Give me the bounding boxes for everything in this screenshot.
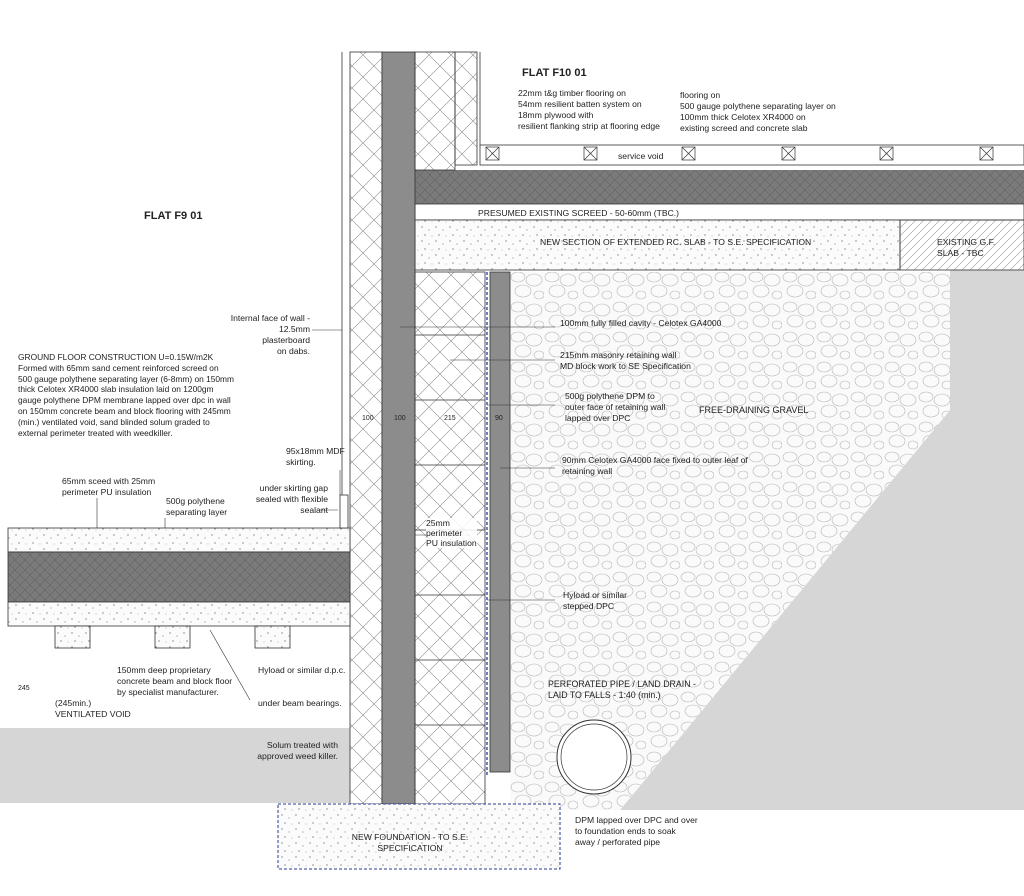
internal-face-line: Internal face of wall - bbox=[230, 313, 310, 323]
gf-note-line: gauge polythene DPM membrane lapped over dpc in wall bbox=[18, 395, 231, 406]
new-slab-label: NEW SECTION OF EXTENDED RC. SLAB - TO S.E. SPECIFICATION bbox=[540, 237, 812, 247]
top-note-right-line: flooring on bbox=[680, 90, 721, 100]
perimeter-line: perimeter bbox=[426, 528, 463, 538]
skirting-gap-note bbox=[230, 483, 328, 516]
upper-insulation bbox=[415, 170, 848, 204]
inner-leaf bbox=[350, 52, 382, 804]
top-note-left-line: resilient flanking strip at flooring edge bbox=[518, 121, 660, 131]
screed-line: 65mm sceed with 25mm bbox=[62, 476, 156, 486]
beam-block-note bbox=[117, 665, 232, 698]
skirting-board bbox=[340, 495, 348, 528]
foundation-line: NEW FOUNDATION - TO S.E. bbox=[351, 832, 469, 842]
celotex-line: 90mm Celotex GA4000 face fixed to outer leaf of bbox=[562, 455, 748, 465]
dim-wall: 100 bbox=[394, 415, 406, 422]
beam-line: 150mm deep proprietary bbox=[117, 665, 211, 675]
celotex-face-fixed bbox=[490, 272, 510, 772]
skirting-line: skirting. bbox=[286, 457, 316, 467]
foundation-note bbox=[340, 832, 480, 854]
existing-slab-line: EXISTING G.F. bbox=[937, 237, 996, 247]
top-note-left-line: 18mm plywood with bbox=[518, 110, 594, 120]
solum-line: Solum treated with bbox=[266, 740, 338, 750]
poly-note bbox=[166, 496, 227, 518]
dpm-note bbox=[565, 391, 665, 424]
cavity-note: 100mm fully filled cavity - Celotex GA4000 bbox=[560, 318, 722, 328]
service-void-label: service void bbox=[618, 151, 664, 161]
foundation-line: SPECIFICATION bbox=[377, 843, 443, 853]
pipe-line: PERFORATED PIPE / LAND DRAIN - bbox=[548, 679, 696, 689]
cavity-insulation bbox=[382, 52, 415, 804]
top-note-right bbox=[680, 90, 836, 134]
masonry-note bbox=[560, 350, 691, 372]
dpc-note: Hyload or similar d.p.c. bbox=[258, 665, 346, 675]
service-void bbox=[480, 145, 1024, 165]
hyload-line: Hyload or similar bbox=[563, 590, 627, 600]
upper-partition bbox=[455, 52, 477, 165]
gf-note-line: thick Celotex XR4000 slab insulation laid on 1200gm bbox=[18, 384, 214, 395]
masonry-line: 215mm masonry retaining wall bbox=[560, 350, 677, 360]
masonry-line: MD block work to SE Specification bbox=[560, 361, 691, 371]
perimeter-line: 25mm bbox=[426, 518, 450, 528]
screed-line: perimeter PU insulation bbox=[62, 487, 152, 497]
beam-line: by specialist manufacturer. bbox=[117, 687, 219, 697]
ground-floor-construction-note bbox=[18, 352, 234, 438]
screed-note bbox=[62, 476, 155, 498]
top-note-right-line: existing screed and concrete slab bbox=[680, 123, 808, 133]
dpm-line: outer face of retaining wall bbox=[565, 402, 666, 412]
gf-insulation bbox=[8, 552, 350, 602]
hyload-line: stepped DPC bbox=[563, 601, 615, 611]
beams bbox=[55, 626, 290, 648]
presumed-screed-label: PRESUMED EXISTING SCREED - 50-60mm (TBC.) bbox=[478, 208, 680, 218]
dpm-line: lapped over DPC bbox=[565, 413, 631, 423]
solum-note bbox=[250, 740, 338, 762]
dpm-lap-line: away / perforated pipe bbox=[575, 837, 661, 847]
gf-block-layer bbox=[8, 602, 350, 626]
gf-note-line: GROUND FLOOR CONSTRUCTION U=0.15W/m2K bbox=[18, 352, 214, 362]
gf-note-line: (min.) ventilated void, sand blinded solum graded to bbox=[18, 416, 210, 427]
gap-line: under skirting gap bbox=[259, 483, 328, 493]
gf-note-line: external perimeter treated with weedkiller. bbox=[18, 427, 173, 438]
top-note-left-line: 22mm t&g timber flooring on bbox=[518, 88, 626, 98]
bearings-note: under beam bearings. bbox=[258, 698, 342, 708]
void-line: (245min.) bbox=[55, 698, 92, 708]
dpm-line: 500g polythene DPM to bbox=[565, 391, 655, 401]
gravel-label: FREE-DRAINING GRAVEL bbox=[699, 405, 809, 415]
dpm-lap-line: DPM lapped over DPC and over bbox=[575, 815, 698, 825]
dim-wall: 215 bbox=[444, 415, 456, 422]
solum-line: approved weed killer. bbox=[257, 751, 338, 761]
dpm-lap-line: to foundation ends to soak bbox=[575, 826, 676, 836]
perforated-pipe bbox=[557, 720, 631, 794]
skirting-note bbox=[286, 446, 345, 468]
internal-face-line: 12.5mm plasterboard bbox=[262, 324, 310, 345]
poly-line: separating layer bbox=[166, 507, 228, 517]
gap-line: sealed with flexible bbox=[255, 494, 328, 504]
gf-note-line: on 150mm concrete beam and block flooring with 245mm bbox=[18, 405, 231, 416]
top-note-right-line: 500 gauge polythene separating layer on bbox=[680, 101, 836, 111]
flat-f10-title: FLAT F10 01 bbox=[522, 67, 587, 79]
beam-line: concrete beam and block floor bbox=[117, 676, 233, 686]
void-line: VENTILATED VOID bbox=[55, 709, 131, 719]
dim-void: 245 bbox=[18, 685, 30, 692]
perimeter-line: PU insulation bbox=[426, 538, 477, 548]
dpm-lap-note bbox=[575, 815, 698, 848]
poly-line: 500g polythene bbox=[166, 496, 225, 506]
internal-face-note bbox=[230, 313, 310, 357]
gap-line: sealant bbox=[300, 505, 328, 515]
existing-slab-line: SLAB - TBC bbox=[937, 248, 984, 258]
skirting-line: 95x18mm MDF bbox=[286, 446, 345, 456]
celotex-line: retaining wall bbox=[562, 466, 613, 476]
pipe-note bbox=[548, 679, 696, 701]
top-note-left bbox=[518, 88, 660, 132]
upper-outer-leaf bbox=[415, 52, 455, 170]
celotex-note bbox=[562, 455, 748, 477]
ventilated-void-note bbox=[55, 698, 131, 720]
top-note-left-line: 54mm resilient batten system on bbox=[518, 99, 642, 109]
flat-f9-title: FLAT F9 01 bbox=[144, 210, 203, 222]
pipe-line: LAID TO FALLS - 1:40 (min.) bbox=[548, 690, 661, 700]
gf-screed bbox=[8, 528, 350, 552]
hyload-stepped-note bbox=[563, 590, 627, 612]
top-note-right-line: 100mm thick Celotex XR4000 on bbox=[680, 112, 806, 122]
existing-slab-label bbox=[937, 237, 995, 259]
dim-wall: 90 bbox=[495, 415, 503, 422]
upper-insulation-right bbox=[840, 170, 1024, 204]
perimeter-pu-note bbox=[426, 518, 477, 548]
internal-face-line: on dabs. bbox=[277, 346, 310, 356]
gf-note-line: Formed with 65mm sand cement reinforced screed on bbox=[18, 362, 219, 373]
dim-wall: 100 bbox=[362, 415, 374, 422]
gf-note-line: 500 gauge polythene separating layer (6-8mm) on 150mm bbox=[18, 373, 235, 384]
